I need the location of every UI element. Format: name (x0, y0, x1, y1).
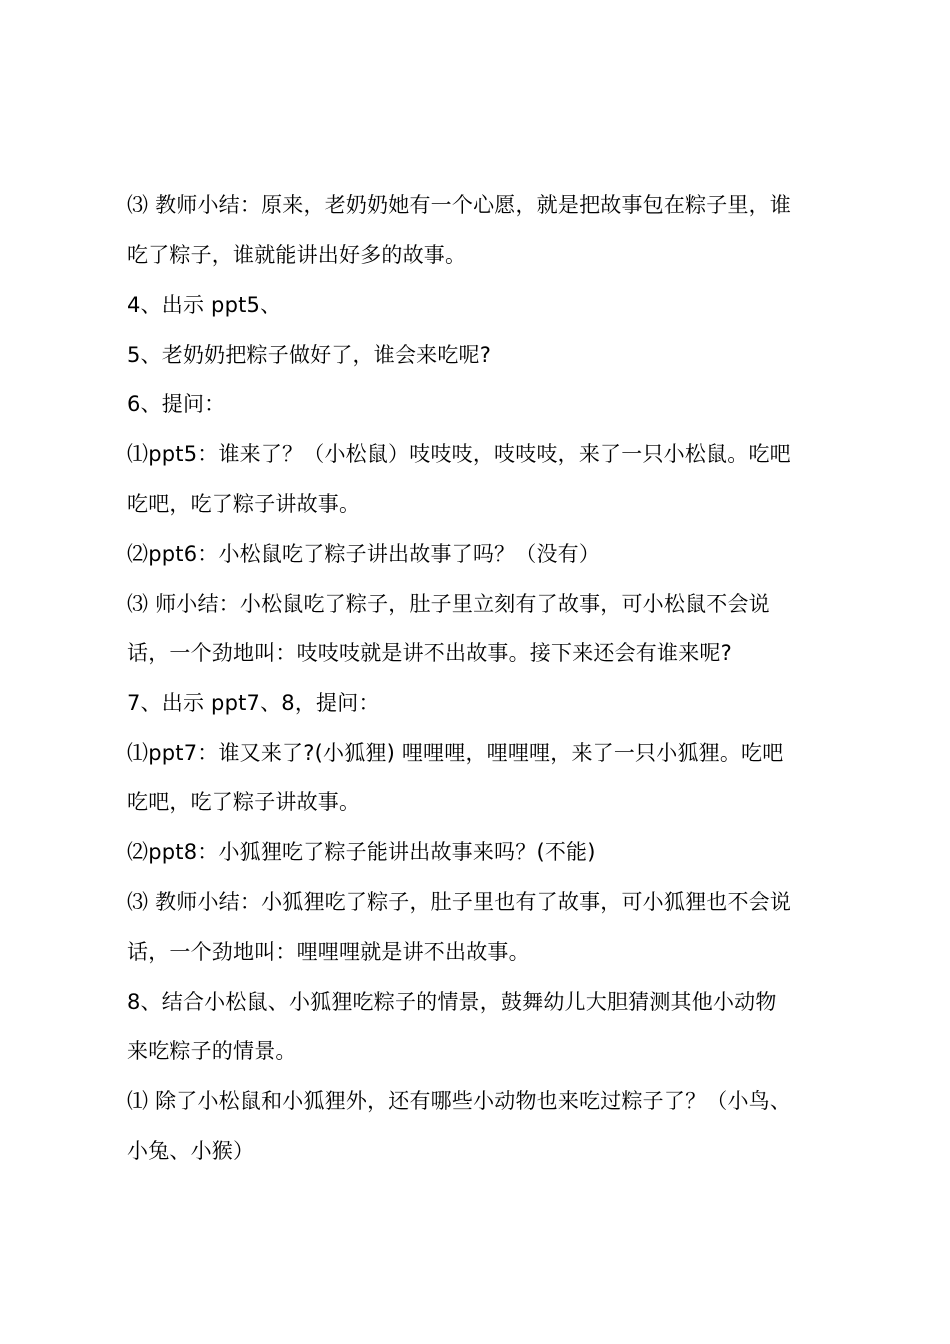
text-line: 吃吧，吃了粽子讲故事。 (127, 492, 361, 516)
text-line: ⑴ 除了小松鼠和小狐狸外，还有哪些小动物也来吃过粽子了？（小鸟、 (127, 1089, 792, 1113)
text-line: 吃吧，吃了粽子讲故事。 (127, 790, 361, 814)
text-line: ⑵ppt6：小松鼠吃了粽子讲出故事了吗？（没有） (127, 542, 601, 566)
text-line: 话，一个劲地叫：哩哩哩就是讲不出故事。 (127, 940, 530, 964)
text-line: 6、提问： (127, 392, 226, 416)
text-line: ⑴ppt7：谁又来了?(小狐狸) 哩哩哩，哩哩哩，来了一只小狐狸。吃吧 (127, 741, 784, 765)
text-line: 7、出示 ppt7、8，提问： (127, 691, 380, 715)
text-line: 话，一个劲地叫：吱吱吱就是讲不出故事。接下来还会有谁来呢? (127, 641, 732, 665)
text-line: 吃了粽子，谁就能讲出好多的故事。 (127, 243, 467, 267)
text-line: 4、出示 ppt5、 (127, 293, 282, 317)
text-line: 来吃粽子的情景。 (127, 1039, 297, 1063)
text-line: 8、结合小松鼠、小狐狸吃粽子的情景，鼓舞幼儿大胆猜测其他小动物 (127, 990, 777, 1014)
text-line: 小兔、小猴） (127, 1139, 255, 1163)
text-line: ⑶ 教师小结：小狐狸吃了粽子，肚子里也有了故事，可小狐狸也不会说 (127, 890, 792, 914)
text-line: ⑶ 教师小结：原来，老奶奶她有一个心愿，就是把故事包在粽子里，谁 (127, 193, 792, 217)
text-line: 5、老奶奶把粽子做好了，谁会来吃呢? (127, 343, 492, 367)
text-line: ⑶ 师小结：小松鼠吃了粽子，肚子里立刻有了故事，可小松鼠不会说 (127, 592, 770, 616)
text-line: ⑵ppt8：小狐狸吃了粽子能讲出故事来吗？(不能) (127, 840, 596, 864)
text-line: ⑴ppt5：谁来了？（小松鼠）吱吱吱，吱吱吱，来了一只小松鼠。吃吧 (127, 442, 791, 466)
